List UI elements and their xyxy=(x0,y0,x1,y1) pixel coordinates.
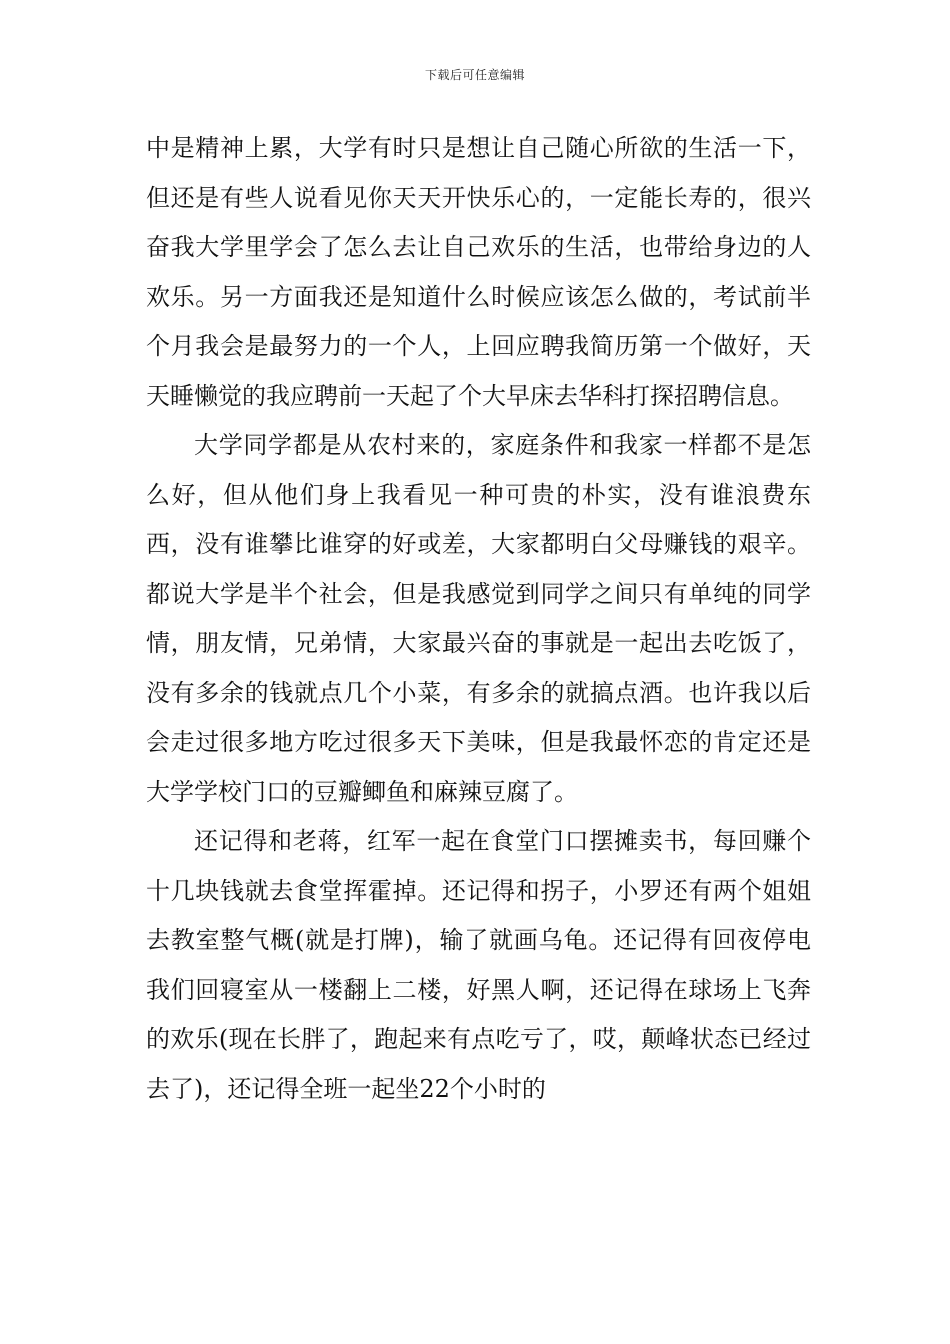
body-text xyxy=(146,124,811,1114)
paragraph-3: 还记得和老蒋，红军一起在食堂门口摆摊卖书，每回赚个十几块钱就去食堂挥霍掉。还记得和拐子，小罗还有两个姐姐去教室整气概(就是打牌)，输了就画乌龟。还记得有回夜停电我们回寝室从一楼翻上二楼，好黑人啊，还记得在球场上飞奔的欢乐(现在长胖了，跑起来有点吃亏了，哎，颠峰状态已经过去了)，还记得全班一起坐22个小时的 xyxy=(146,827,811,1103)
paragraph-1: 中是精神上累，大学有时只是想让自己随心所欲的生活一下，但还是有些人说看见你天天开快乐心的，一定能长寿的，很兴奋我大学里学会了怎么去让自己欢乐的生活，也带给身边的人欢乐。另一方面我还是知道什么时候应该怎么做的，考试前半个月我会是最努力的一个人，上回应聘我简历第一个做好，天天睡懒觉的我应聘前一天起了个大早床去华科打探招聘信息。 xyxy=(146,134,811,410)
paragraph-2: 大学同学都是从农村来的，家庭条件和我家一样都不是怎么好，但从他们身上我看见一种可贵的朴实，没有谁浪费东西，没有谁攀比谁穿的好或差，大家都明白父母赚钱的艰辛。都说大学是半个社会，但是我感觉到同学之间只有单纯的同学情，朋友情，兄弟情，大家最兴奋的事就是一起出去吃饭了，没有多余的钱就点几个小菜，有多余的就搞点酒。也许我以后会走过很多地方吃过很多天下美味，但是我最怀恋的肯定还是大学学校门口的豆瓣鲫鱼和麻辣豆腐了。 xyxy=(146,431,811,806)
page-header: 下载后可任意编辑 xyxy=(424,68,525,82)
